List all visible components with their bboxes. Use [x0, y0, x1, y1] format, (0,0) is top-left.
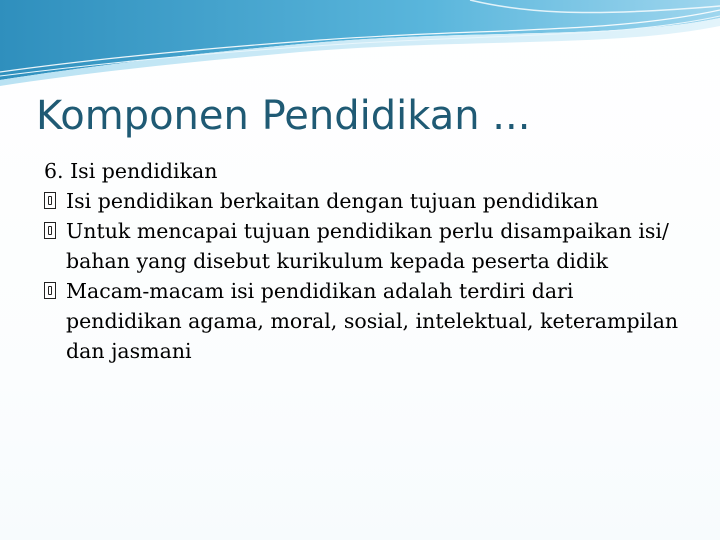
bullet-text: Macam-macam isi pendidikan adalah terdiri dari pendidikan agama, moral, sosial, intelektual, keterampilan dan jasmani — [66, 279, 679, 363]
bullet-text: Untuk mencapai tujuan pendidikan perlu disampaikan isi/ bahan yang disebut kurikulum kepada peserta didik — [66, 219, 669, 273]
bullet-list — [44, 186, 684, 366]
slide-body — [44, 156, 684, 366]
bullet-item — [44, 186, 684, 216]
missing-glyph-box-icon — [44, 222, 56, 239]
bullet-item — [44, 276, 684, 366]
bullet-item — [44, 216, 684, 276]
missing-glyph-box-icon — [44, 192, 56, 209]
slide-title: Komponen Pendidikan ... — [36, 93, 531, 139]
header-wave-decoration — [0, 0, 720, 90]
section-heading: 6. Isi pendidikan — [44, 159, 218, 183]
missing-glyph-box-icon — [44, 282, 56, 299]
bullet-text: Isi pendidikan berkaitan dengan tujuan pendidikan — [66, 189, 599, 213]
